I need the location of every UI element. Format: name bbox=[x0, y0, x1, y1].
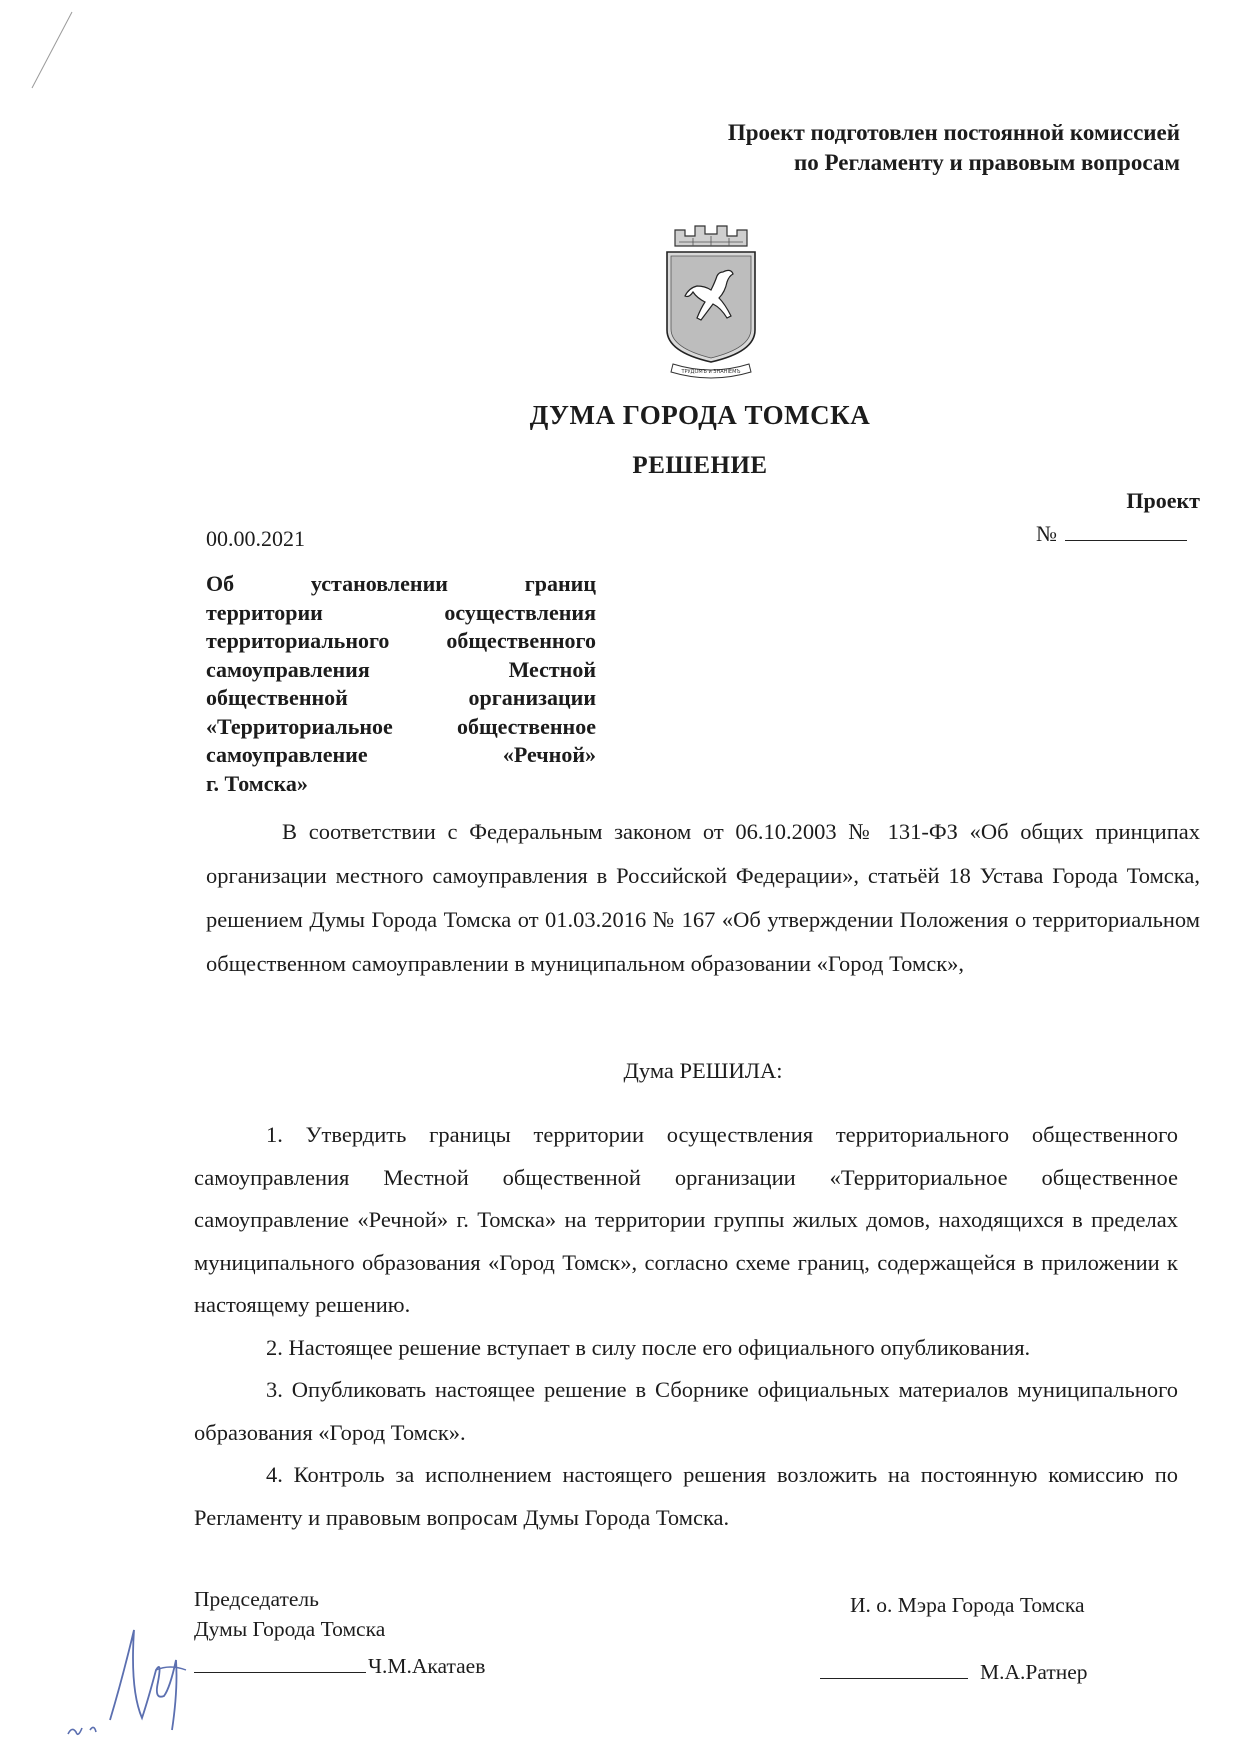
mayor-name: М.А.Ратнер bbox=[980, 1660, 1088, 1684]
document-number bbox=[1036, 520, 1200, 547]
chairman-title-line-1: Председатель bbox=[194, 1587, 319, 1611]
preamble-paragraph: В соответствии с Федеральным законом от 06.10.2003 № 131-ФЗ «Об общих принципах организации местного самоуправления в Российской Федерации», статьёй 18 Устава Города Томска, решением Думы Города Томска от 01.03.2016 № 167 «Об утверждении Положения о территориальном общественном самоуправлении в муниципальном образовании «Город Томск», bbox=[206, 819, 1200, 976]
prepared-by-line-1: Проект подготовлен постоянной комиссией bbox=[727, 120, 1180, 145]
subject-line: самоуправления Местной bbox=[206, 656, 596, 682]
document-date: 00.00.2021 bbox=[206, 526, 305, 551]
chairman-title-line-2: Думы Города Томска bbox=[194, 1617, 386, 1641]
mayor-title: И. о. Мэра Города Томска bbox=[850, 1593, 1085, 1617]
subject-line: Об установлении границ bbox=[206, 571, 596, 596]
subject-line: территории осуществления bbox=[206, 599, 596, 625]
mayor-signature-line bbox=[820, 1656, 1088, 1685]
handwritten-signature bbox=[60, 1600, 210, 1750]
corner-scan-mark bbox=[28, 10, 74, 90]
resolved-heading: Дума РЕШИЛА: bbox=[623, 1058, 783, 1083]
subject-line: г. Томска» bbox=[206, 770, 308, 796]
signature-blank bbox=[194, 1650, 366, 1673]
org-title: ДУМА ГОРОДА ТОМСКА bbox=[529, 400, 871, 430]
number-blank bbox=[1065, 520, 1187, 541]
subject-line: «Территориальное общественное bbox=[206, 713, 596, 739]
signature-blank bbox=[820, 1656, 968, 1679]
clause-3: 3. Опубликовать настоящее решение в Сборнике официальных материалов муниципального образования «Город Томск». bbox=[194, 1377, 1178, 1445]
chairman-title bbox=[194, 1584, 385, 1644]
document-type: РЕШЕНИЕ bbox=[632, 452, 768, 479]
number-label: № bbox=[1036, 521, 1057, 546]
draft-label: Проект bbox=[1126, 488, 1200, 513]
clause-4: 4. Контроль за исполнением настоящего решения возложить на постоянную комиссию по Регламенту и правовым вопросам Думы Города Томска. bbox=[194, 1462, 1178, 1530]
prepared-by-line-2: по Регламенту и правовым вопросам bbox=[793, 150, 1180, 175]
emblem-motto: ТРУДОМЪ и ЗНАНIЕМЪ bbox=[681, 369, 741, 375]
clause-2: 2. Настоящее решение вступает в силу после его официального опубликования. bbox=[266, 1334, 1031, 1360]
tomsk-coat-of-arms-icon bbox=[653, 212, 769, 382]
prepared-by-note bbox=[560, 118, 1180, 178]
chairman-signature-line bbox=[194, 1650, 485, 1679]
chairman-name: Ч.М.Акатаев bbox=[368, 1654, 486, 1678]
subject-line: территориального общественного bbox=[206, 628, 596, 653]
subject-line: самоуправление «Речной» bbox=[206, 742, 596, 767]
subject-line: общественной организации bbox=[206, 685, 596, 710]
clause-1: 1. Утвердить границы территории осуществления территориального общественного самоуправления Местной общественной организации «Территориальное общественное самоуправление «Речной» г. Томска» на территории группы жилых домов, находящихся в пределах муниципального образования «Город Томск», согласно схеме границ, содержащейся в приложении к настоящему решению. bbox=[194, 1122, 1178, 1317]
resolution-clauses bbox=[194, 1114, 1178, 1539]
document-subject bbox=[206, 570, 596, 798]
